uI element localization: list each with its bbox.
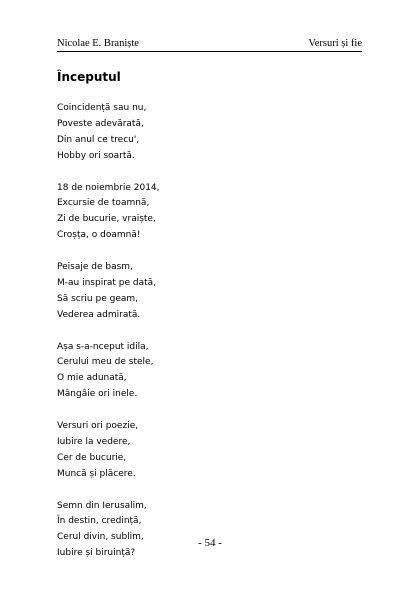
poem-line: O mie adunată, (57, 373, 127, 384)
poem-line: Iubire și biruință? (57, 548, 136, 559)
poem-line: Așa s-a-nceput idila, (57, 341, 149, 352)
poem-line: Muncă și plăcere. (57, 468, 136, 479)
poem-line: 18 de noiembrie 2014, (57, 182, 160, 193)
poem-line: Croșța, o doamnă! (57, 230, 141, 241)
stanza (57, 260, 160, 324)
poem-line: Excursie de toamnă, (57, 198, 150, 209)
poem-line: Să scriu pe geam, (57, 293, 138, 304)
poem-line: Cerul divin, sublim, (57, 532, 144, 543)
stanza (57, 181, 160, 245)
header-book-title: Versuri și fie (308, 38, 362, 49)
poem-line: Cer de bucurie, (57, 452, 127, 463)
poem-line: Vederea admirată. (57, 309, 141, 320)
poem-line: M-au inspirat pe dată, (57, 277, 157, 288)
page-number: - 54 - (198, 537, 222, 549)
poem-line: Hobby ori soartă. (57, 150, 135, 161)
poem-line: Iubire la vedere, (57, 436, 131, 447)
poem-line: Poveste adevărată, (57, 118, 144, 129)
poem-line: Coincidență sau nu, (57, 103, 147, 113)
poem-title: Începutul (57, 70, 121, 84)
running-header (57, 37, 362, 52)
poem-line: În destin, credință, (57, 516, 142, 527)
poem-line: Mângâie ori inele. (57, 389, 138, 400)
poem-line: Din anul ce trecu', (57, 134, 140, 145)
stanza (57, 419, 160, 483)
stanza (57, 340, 160, 404)
poem-line: Zi de bucurie, vraiște, (57, 214, 156, 225)
stanza (57, 101, 160, 165)
stanza (57, 499, 160, 563)
header-author: Nicolae E. Braniște (57, 38, 139, 49)
poem-line: Peisaje de basm, (57, 262, 133, 273)
poem-line: Versuri ori poezie, (57, 421, 139, 432)
poem-line: Cerului meu de stele, (57, 357, 154, 368)
poem-body (57, 101, 160, 578)
poem-line: Semn din Ierusalim, (57, 500, 147, 511)
